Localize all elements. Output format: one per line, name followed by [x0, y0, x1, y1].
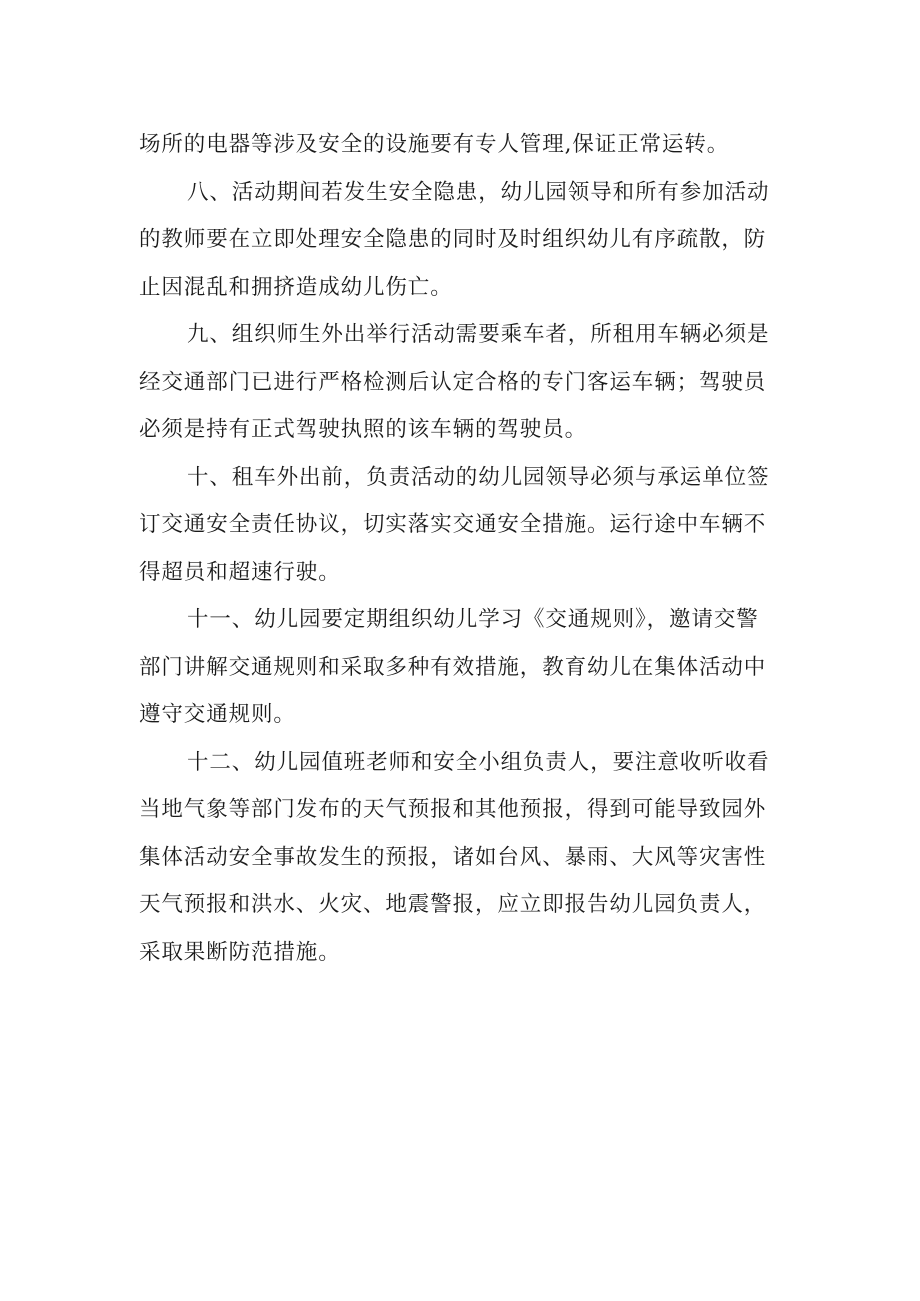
text-line: 采取果断防范措施。	[139, 939, 341, 965]
text-line: 十一、幼儿园要定期组织幼儿学习《交通规则》，邀请交警	[187, 607, 759, 632]
text-line: 八、活动期间若发生安全隐患，幼儿园领导和所有参加活动	[187, 179, 770, 205]
text-line: 经交通部门已进行严格检测后认定合格的专门客运车辆；驾驶员	[139, 369, 767, 395]
text-line: 部门讲解交通规则和采取多种有效措施，教育幼儿在集体活动中	[139, 654, 767, 680]
text-line: 必须是持有正式驾驶执照的该车辆的驾驶员。	[139, 417, 588, 442]
text-line: 的教师要在立即处理安全隐患的同时及时组织幼儿有序疏散，防	[139, 227, 767, 252]
text-line: 得超员和超速行驶。	[139, 559, 341, 585]
document-body	[139, 121, 789, 976]
text-line: 十二、幼儿园值班老师和安全小组负责人，要注意收听收看	[187, 749, 770, 775]
text-line: 止因混乱和拥挤造成幼儿伤亡。	[139, 274, 453, 300]
text-line: 十、租车外出前，负责活动的幼儿园领导必须与承运单位签	[187, 464, 770, 490]
text-line: 当地气象等部门发布的天气预报和其他预报，得到可能导致园外	[139, 797, 767, 822]
text-line: 遵守交通规则。	[139, 702, 296, 727]
text-line: 场所的电器等涉及安全的设施要有专人管理,保证正常运转。	[139, 132, 730, 157]
text-line: 集体活动安全事故发生的预报，诸如台风、暴雨、大风等灾害性	[139, 844, 767, 870]
text-line: 订交通安全责任协议，切实落实交通安全措施。运行途中车辆不	[139, 512, 767, 537]
text-line: 九、组织师生外出举行活动需要乘车者，所租用车辆必须是	[187, 322, 770, 347]
text-line: 天气预报和洪水、火灾、地震警报，应立即报告幼儿园负责人，	[139, 892, 767, 917]
